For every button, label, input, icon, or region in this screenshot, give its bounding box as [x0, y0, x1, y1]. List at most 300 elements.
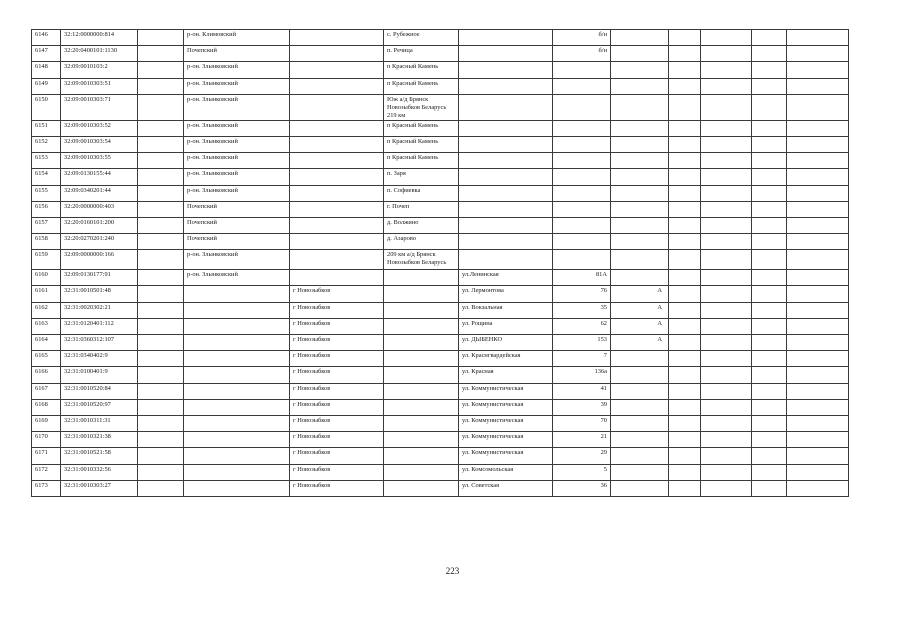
empty-cell	[752, 217, 787, 233]
empty-cell	[787, 217, 849, 233]
street-cell: ул. Советская	[459, 480, 553, 496]
district-cell: Почепский	[184, 201, 290, 217]
cadastral-number-cell: 32:31:0120401:112	[61, 318, 138, 334]
empty-cell	[752, 270, 787, 286]
settlement-cell	[290, 30, 384, 46]
house-number-cell	[553, 94, 611, 120]
building-letter-cell	[611, 217, 669, 233]
empty-cell	[669, 318, 701, 334]
empty-cell	[669, 270, 701, 286]
house-number-cell	[553, 62, 611, 78]
street-cell	[459, 217, 553, 233]
empty-cell	[787, 185, 849, 201]
district-cell: р-он. Злынковский	[184, 250, 290, 270]
cadastral-number-cell: 32:09:0130155:44	[61, 169, 138, 185]
district-cell	[184, 286, 290, 302]
empty-cell	[701, 234, 752, 250]
empty-cell	[752, 302, 787, 318]
cadastral-number-cell: 32:31:0010303:27	[61, 480, 138, 496]
locality-cell: п Красный Камень	[384, 120, 459, 136]
settlement-cell	[290, 270, 384, 286]
empty-cell	[787, 62, 849, 78]
cadastral-number-cell: 32:31:0360312:107	[61, 335, 138, 351]
building-letter-cell	[611, 367, 669, 383]
empty-cell	[138, 351, 184, 367]
house-number-cell	[553, 250, 611, 270]
empty-cell	[138, 415, 184, 431]
settlement-cell	[290, 62, 384, 78]
table-row	[32, 169, 849, 185]
cadastral-number-cell: 32:31:0010520:97	[61, 399, 138, 415]
empty-cell	[669, 185, 701, 201]
locality-cell	[384, 270, 459, 286]
table-row	[32, 136, 849, 152]
empty-cell	[138, 201, 184, 217]
cadastral-number-cell: 32:09:0000000:166	[61, 250, 138, 270]
empty-cell	[752, 120, 787, 136]
empty-cell	[701, 201, 752, 217]
empty-cell	[138, 234, 184, 250]
row-number-cell: 6150	[32, 94, 61, 120]
house-number-cell: 76	[553, 286, 611, 302]
locality-cell	[384, 335, 459, 351]
empty-cell	[669, 432, 701, 448]
empty-cell	[138, 286, 184, 302]
cadastral-number-cell: 32:31:0100401:9	[61, 367, 138, 383]
table-row	[32, 367, 849, 383]
settlement-cell	[290, 136, 384, 152]
row-number-cell: 6153	[32, 153, 61, 169]
locality-cell: п Красный Камень	[384, 136, 459, 152]
settlement-cell	[290, 94, 384, 120]
empty-cell	[787, 367, 849, 383]
table-row	[32, 351, 849, 367]
empty-cell	[669, 62, 701, 78]
cadastral-number-cell: 32:20:0000000:403	[61, 201, 138, 217]
street-cell: ул. Коммунистическая	[459, 383, 553, 399]
row-number-cell: 6165	[32, 351, 61, 367]
cadastral-number-cell: 32:09:0010303:51	[61, 78, 138, 94]
table-row	[32, 286, 849, 302]
building-letter-cell	[611, 201, 669, 217]
empty-cell	[752, 448, 787, 464]
row-number-cell: 6147	[32, 46, 61, 62]
district-cell: Почепский	[184, 217, 290, 233]
house-number-cell	[553, 234, 611, 250]
settlement-cell	[290, 217, 384, 233]
locality-cell	[384, 399, 459, 415]
empty-cell	[752, 480, 787, 496]
street-cell: ул. Коммунистическая	[459, 432, 553, 448]
street-cell: ул. Лермонтова	[459, 286, 553, 302]
settlement-cell: г Новозыбков	[290, 464, 384, 480]
cadastral-number-cell: 32:09:0010103:2	[61, 62, 138, 78]
empty-cell	[138, 399, 184, 415]
cadastral-number-cell: 32:20:0270201:240	[61, 234, 138, 250]
empty-cell	[701, 286, 752, 302]
empty-cell	[701, 351, 752, 367]
empty-cell	[138, 448, 184, 464]
cadastral-number-cell: 32:31:0010321:38	[61, 432, 138, 448]
empty-cell	[752, 399, 787, 415]
row-number-cell: 6160	[32, 270, 61, 286]
locality-cell	[384, 415, 459, 431]
locality-cell: п. Заря	[384, 169, 459, 185]
building-letter-cell	[611, 120, 669, 136]
settlement-cell: г Новозыбков	[290, 415, 384, 431]
district-cell	[184, 351, 290, 367]
row-number-cell: 6167	[32, 383, 61, 399]
cadastral-number-cell: 32:09:0130177:91	[61, 270, 138, 286]
table-row	[32, 234, 849, 250]
empty-cell	[752, 335, 787, 351]
empty-cell	[752, 415, 787, 431]
empty-cell	[701, 30, 752, 46]
house-number-cell	[553, 78, 611, 94]
building-letter-cell	[611, 30, 669, 46]
building-letter-cell	[611, 185, 669, 201]
table-row	[32, 153, 849, 169]
empty-cell	[669, 415, 701, 431]
empty-cell	[701, 383, 752, 399]
cadastral-number-cell: 32:31:0010311:31	[61, 415, 138, 431]
locality-cell: д. Волжино	[384, 217, 459, 233]
district-cell	[184, 302, 290, 318]
empty-cell	[701, 318, 752, 334]
empty-cell	[138, 94, 184, 120]
locality-cell	[384, 432, 459, 448]
empty-cell	[787, 302, 849, 318]
empty-cell	[138, 30, 184, 46]
street-cell: ул. Краснгвардейская	[459, 351, 553, 367]
locality-cell: п Красный Камень	[384, 62, 459, 78]
district-cell: р-он. Злынковский	[184, 94, 290, 120]
house-number-cell: 70	[553, 415, 611, 431]
locality-cell: п. Речица	[384, 46, 459, 62]
empty-cell	[669, 399, 701, 415]
settlement-cell	[290, 78, 384, 94]
row-number-cell: 6154	[32, 169, 61, 185]
empty-cell	[669, 217, 701, 233]
cadastral-number-cell: 32:31:0010520:84	[61, 383, 138, 399]
settlement-cell: г Новозыбков	[290, 318, 384, 334]
empty-cell	[701, 78, 752, 94]
locality-cell	[384, 318, 459, 334]
empty-cell	[787, 234, 849, 250]
house-number-cell	[553, 185, 611, 201]
settlement-cell: г Новозыбков	[290, 367, 384, 383]
street-cell	[459, 94, 553, 120]
empty-cell	[138, 169, 184, 185]
locality-cell: Юж а/д Брянск Новозыбков Беларусь 219 км	[384, 94, 459, 120]
empty-cell	[787, 383, 849, 399]
empty-cell	[701, 399, 752, 415]
district-cell: Почепский	[184, 46, 290, 62]
empty-cell	[752, 136, 787, 152]
building-letter-cell: А	[611, 335, 669, 351]
district-cell: р-он. Злынковский	[184, 169, 290, 185]
cadastral-number-cell: 32:31:0010332:56	[61, 464, 138, 480]
locality-cell: п Красный Камень	[384, 78, 459, 94]
locality-cell	[384, 351, 459, 367]
table-row	[32, 78, 849, 94]
row-number-cell: 6148	[32, 62, 61, 78]
settlement-cell	[290, 120, 384, 136]
row-number-cell: 6146	[32, 30, 61, 46]
district-cell: р-он. Климовский	[184, 30, 290, 46]
house-number-cell: 35	[553, 302, 611, 318]
cadastral-number-cell: 32:31:0010521:58	[61, 448, 138, 464]
empty-cell	[787, 270, 849, 286]
house-number-cell: 7	[553, 351, 611, 367]
district-cell: р-он. Злынковский	[184, 136, 290, 152]
street-cell: ул.Ленинская	[459, 270, 553, 286]
district-cell	[184, 480, 290, 496]
empty-cell	[701, 270, 752, 286]
empty-cell	[701, 62, 752, 78]
cadastral-number-cell: 32:20:0160101:200	[61, 217, 138, 233]
property-register-table	[31, 29, 849, 497]
page-number: 223	[445, 566, 460, 576]
empty-cell	[752, 169, 787, 185]
table-row	[32, 217, 849, 233]
district-cell: р-он. Злынковский	[184, 78, 290, 94]
street-cell	[459, 30, 553, 46]
empty-cell	[669, 169, 701, 185]
empty-cell	[701, 432, 752, 448]
table-row	[32, 399, 849, 415]
house-number-cell: 21	[553, 432, 611, 448]
cadastral-number-cell: 32:09:0340201:44	[61, 185, 138, 201]
house-number-cell: 62	[553, 318, 611, 334]
row-number-cell: 6156	[32, 201, 61, 217]
table-row	[32, 432, 849, 448]
row-number-cell: 6161	[32, 286, 61, 302]
row-number-cell: 6149	[32, 78, 61, 94]
row-number-cell: 6172	[32, 464, 61, 480]
house-number-cell: 5	[553, 464, 611, 480]
street-cell: ул. Красная	[459, 367, 553, 383]
row-number-cell: 6157	[32, 217, 61, 233]
empty-cell	[787, 464, 849, 480]
table-row	[32, 46, 849, 62]
locality-cell	[384, 480, 459, 496]
empty-cell	[138, 250, 184, 270]
locality-cell: п Красный Камень	[384, 153, 459, 169]
street-cell	[459, 120, 553, 136]
street-cell: ул. Вокзальная	[459, 302, 553, 318]
empty-cell	[669, 94, 701, 120]
empty-cell	[752, 201, 787, 217]
settlement-cell: г Новозыбков	[290, 286, 384, 302]
house-number-cell	[553, 201, 611, 217]
empty-cell	[669, 153, 701, 169]
empty-cell	[787, 399, 849, 415]
district-cell: Почепский	[184, 234, 290, 250]
row-number-cell: 6166	[32, 367, 61, 383]
district-cell	[184, 448, 290, 464]
empty-cell	[787, 169, 849, 185]
locality-cell: с. Рубежное	[384, 30, 459, 46]
house-number-cell	[553, 169, 611, 185]
empty-cell	[787, 335, 849, 351]
house-number-cell: 41	[553, 383, 611, 399]
building-letter-cell	[611, 399, 669, 415]
house-number-cell: 136а	[553, 367, 611, 383]
locality-cell: 209 км а/д Брянск Новозыбков Беларусь	[384, 250, 459, 270]
empty-cell	[669, 46, 701, 62]
empty-cell	[138, 367, 184, 383]
empty-cell	[669, 351, 701, 367]
building-letter-cell: А	[611, 318, 669, 334]
table-row	[32, 302, 849, 318]
building-letter-cell	[611, 46, 669, 62]
cadastral-number-cell: 32:31:0340402:9	[61, 351, 138, 367]
empty-cell	[138, 302, 184, 318]
locality-cell	[384, 286, 459, 302]
empty-cell	[701, 448, 752, 464]
empty-cell	[787, 30, 849, 46]
empty-cell	[752, 46, 787, 62]
empty-cell	[138, 318, 184, 334]
empty-cell	[701, 217, 752, 233]
street-cell: ул. Коммунистическая	[459, 399, 553, 415]
house-number-cell	[553, 217, 611, 233]
empty-cell	[138, 153, 184, 169]
empty-cell	[138, 185, 184, 201]
empty-cell	[752, 62, 787, 78]
locality-cell	[384, 464, 459, 480]
district-cell	[184, 464, 290, 480]
settlement-cell	[290, 185, 384, 201]
empty-cell	[669, 120, 701, 136]
empty-cell	[701, 367, 752, 383]
empty-cell	[138, 136, 184, 152]
row-number-cell: 6159	[32, 250, 61, 270]
building-letter-cell	[611, 464, 669, 480]
row-number-cell: 6170	[32, 432, 61, 448]
row-number-cell: 6158	[32, 234, 61, 250]
cadastral-number-cell: 32:31:0020302:21	[61, 302, 138, 318]
empty-cell	[669, 286, 701, 302]
empty-cell	[701, 153, 752, 169]
settlement-cell: г Новозыбков	[290, 432, 384, 448]
settlement-cell: г Новозыбков	[290, 302, 384, 318]
empty-cell	[701, 120, 752, 136]
house-number-cell: 153	[553, 335, 611, 351]
empty-cell	[701, 94, 752, 120]
table-row	[32, 464, 849, 480]
cadastral-number-cell: 32:20:0400101:1130	[61, 46, 138, 62]
empty-cell	[787, 432, 849, 448]
house-number-cell	[553, 120, 611, 136]
empty-cell	[752, 94, 787, 120]
building-letter-cell	[611, 136, 669, 152]
empty-cell	[787, 286, 849, 302]
locality-cell	[384, 302, 459, 318]
district-cell: р-он. Злынковский	[184, 153, 290, 169]
empty-cell	[701, 46, 752, 62]
empty-cell	[752, 153, 787, 169]
settlement-cell: г Новозыбков	[290, 383, 384, 399]
building-letter-cell: А	[611, 286, 669, 302]
settlement-cell	[290, 46, 384, 62]
row-number-cell: 6155	[32, 185, 61, 201]
row-number-cell: 6162	[32, 302, 61, 318]
district-cell	[184, 432, 290, 448]
empty-cell	[138, 432, 184, 448]
empty-cell	[701, 480, 752, 496]
settlement-cell	[290, 201, 384, 217]
empty-cell	[701, 302, 752, 318]
empty-cell	[752, 250, 787, 270]
house-number-cell	[553, 136, 611, 152]
building-letter-cell	[611, 153, 669, 169]
empty-cell	[138, 270, 184, 286]
settlement-cell: г Новозыбков	[290, 480, 384, 496]
table-row	[32, 62, 849, 78]
locality-cell: г. Почеп	[384, 201, 459, 217]
street-cell	[459, 62, 553, 78]
street-cell	[459, 78, 553, 94]
empty-cell	[701, 464, 752, 480]
settlement-cell: г Новозыбков	[290, 399, 384, 415]
table-row	[32, 30, 849, 46]
street-cell	[459, 46, 553, 62]
table-body	[32, 30, 849, 497]
empty-cell	[669, 250, 701, 270]
empty-cell	[752, 318, 787, 334]
street-cell: ул. Коммунистическая	[459, 415, 553, 431]
street-cell	[459, 136, 553, 152]
empty-cell	[787, 136, 849, 152]
row-number-cell: 6152	[32, 136, 61, 152]
building-letter-cell	[611, 480, 669, 496]
empty-cell	[787, 448, 849, 464]
building-letter-cell	[611, 270, 669, 286]
empty-cell	[787, 78, 849, 94]
district-cell	[184, 399, 290, 415]
empty-cell	[752, 367, 787, 383]
empty-cell	[669, 30, 701, 46]
settlement-cell: г Новозыбков	[290, 448, 384, 464]
building-letter-cell	[611, 432, 669, 448]
house-number-cell: 36	[553, 480, 611, 496]
empty-cell	[138, 120, 184, 136]
empty-cell	[138, 46, 184, 62]
empty-cell	[669, 464, 701, 480]
empty-cell	[787, 480, 849, 496]
table-row	[32, 94, 849, 120]
locality-cell: д. Азарово	[384, 234, 459, 250]
district-cell	[184, 415, 290, 431]
empty-cell	[701, 415, 752, 431]
settlement-cell	[290, 234, 384, 250]
row-number-cell: 6173	[32, 480, 61, 496]
empty-cell	[138, 335, 184, 351]
district-cell: р-он. Злынковский	[184, 270, 290, 286]
empty-cell	[787, 46, 849, 62]
empty-cell	[787, 415, 849, 431]
row-number-cell: 6168	[32, 399, 61, 415]
street-cell	[459, 201, 553, 217]
empty-cell	[752, 234, 787, 250]
district-cell	[184, 335, 290, 351]
empty-cell	[752, 30, 787, 46]
empty-cell	[752, 464, 787, 480]
settlement-cell	[290, 153, 384, 169]
locality-cell	[384, 367, 459, 383]
